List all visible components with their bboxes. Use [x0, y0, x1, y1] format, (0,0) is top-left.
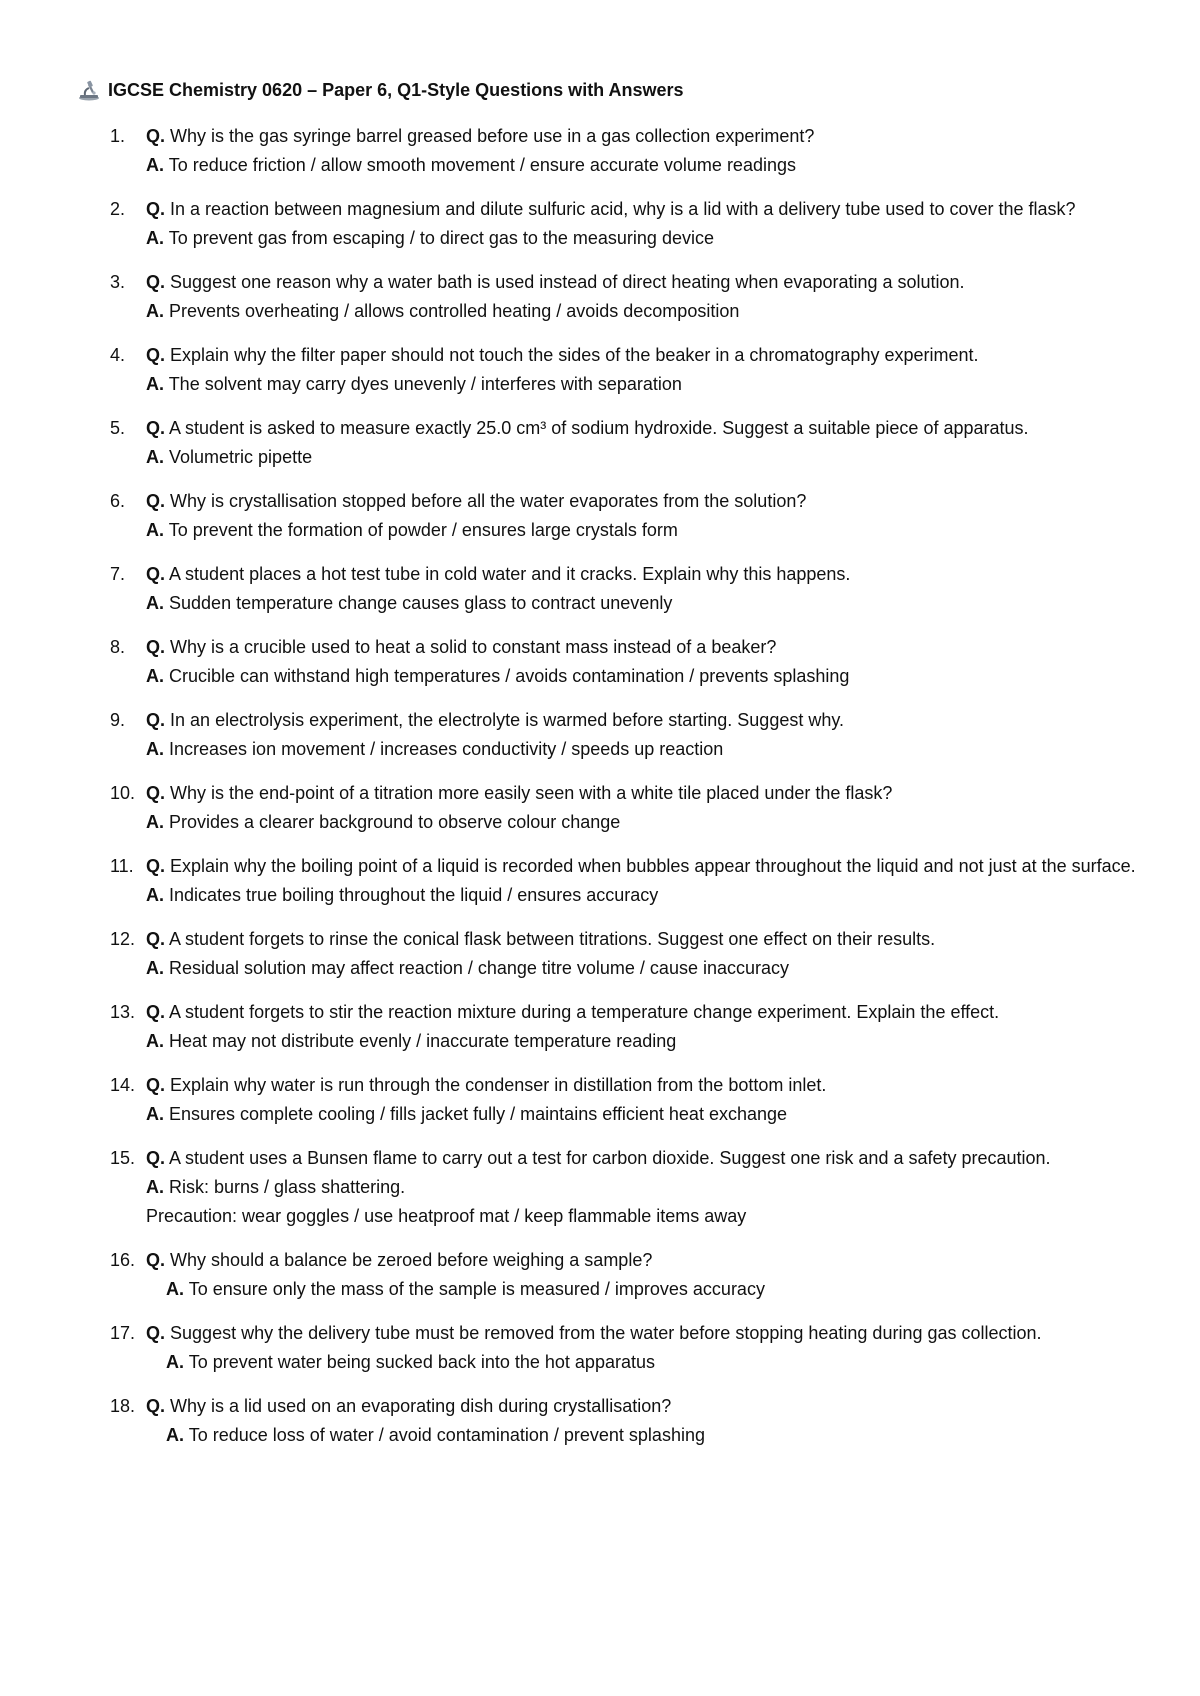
question-tag: Q.	[146, 783, 166, 803]
answer-tag: A.	[146, 666, 164, 686]
list-item	[0, 341, 1200, 399]
question-text: In an electrolysis experiment, the electrolyte is warmed before starting. Suggest why.	[170, 710, 845, 730]
answer-line	[146, 370, 1136, 399]
question-line	[146, 998, 1136, 1027]
item-body	[146, 487, 1136, 545]
list-item	[0, 1144, 1200, 1231]
question-text: A student places a hot test tube in cold water and it cracks. Explain why this happens.	[169, 564, 851, 584]
answer-text: To prevent gas from escaping / to direct gas to the measuring device	[168, 228, 714, 248]
question-line	[146, 487, 1136, 516]
list-item	[0, 779, 1200, 837]
question-tag: Q.	[146, 272, 166, 292]
answer-tag: A.	[146, 155, 164, 175]
item-number: 18.	[110, 1396, 136, 1416]
item-body	[146, 560, 1136, 618]
question-list	[0, 122, 1200, 1465]
question-tag: Q.	[146, 1148, 166, 1168]
answer-line	[146, 954, 1136, 983]
item-number: 1.	[110, 126, 126, 146]
answer-tag: A.	[146, 447, 164, 467]
answer-tag: A.	[146, 958, 164, 978]
list-item	[0, 268, 1200, 326]
question-text: Why should a balance be zeroed before weighing a sample?	[170, 1250, 653, 1270]
list-item	[0, 122, 1200, 180]
item-body	[146, 1319, 1136, 1377]
answer-tag: A.	[166, 1352, 184, 1372]
item-body	[146, 195, 1136, 253]
answer-line	[146, 224, 1136, 253]
list-item	[0, 560, 1200, 618]
answer-line	[146, 1100, 1136, 1129]
item-number: 11.	[110, 856, 134, 876]
question-line	[146, 1246, 1136, 1275]
question-line	[146, 195, 1136, 224]
question-tag: Q.	[146, 1002, 166, 1022]
item-number: 6.	[110, 491, 126, 511]
question-line	[146, 706, 1136, 735]
question-line	[146, 341, 1136, 370]
question-line	[146, 122, 1136, 151]
question-text: A student uses a Bunsen flame to carry out a test for carbon dioxide. Suggest one risk and a safety precaution.	[169, 1148, 1051, 1168]
answer-line	[146, 881, 1136, 910]
question-line	[146, 925, 1136, 954]
item-body	[146, 633, 1136, 691]
question-line	[146, 633, 1136, 662]
answer-tag: A.	[146, 1177, 164, 1197]
item-body	[146, 341, 1136, 399]
question-tag: Q.	[146, 637, 166, 657]
answer-tag: A.	[146, 593, 164, 613]
question-text: Why is the end-point of a titration more easily seen with a white tile placed under the flask?	[170, 783, 893, 803]
question-text: Explain why the boiling point of a liquid is recorded when bubbles appear throughout the liquid and not just at the surface.	[170, 856, 1136, 876]
list-item	[0, 414, 1200, 472]
answer-text: To ensure only the mass of the sample is measured / improves accuracy	[188, 1279, 765, 1299]
question-text: Explain why water is run through the condenser in distillation from the bottom inlet.	[170, 1075, 827, 1095]
question-line	[146, 1392, 1136, 1421]
list-item	[0, 706, 1200, 764]
question-line	[146, 779, 1136, 808]
answer-text: Increases ion movement / increases conductivity / speeds up reaction	[169, 739, 724, 759]
answer-text: Heat may not distribute evenly / inaccurate temperature reading	[169, 1031, 677, 1051]
list-item	[0, 195, 1200, 253]
answer-text: Ensures complete cooling / fills jacket fully / maintains efficient heat exchange	[169, 1104, 788, 1124]
answer-tag: A.	[166, 1425, 184, 1445]
list-item	[0, 925, 1200, 983]
item-number: 8.	[110, 637, 126, 657]
answer-line	[146, 443, 1136, 472]
answer-extra-line: Precaution: wear goggles / use heatproof mat / keep flammable items away	[146, 1206, 747, 1226]
question-tag: Q.	[146, 1396, 166, 1416]
microscope-icon	[76, 79, 102, 101]
question-tag: Q.	[146, 564, 166, 584]
item-number: 16.	[110, 1250, 136, 1270]
question-line	[146, 414, 1136, 443]
answer-line	[146, 1421, 1136, 1450]
answer-tag: A.	[146, 885, 164, 905]
answer-line	[146, 808, 1136, 837]
question-tag: Q.	[146, 710, 166, 730]
item-number: 9.	[110, 710, 126, 730]
answer-text: Crucible can withstand high temperatures / avoids contamination / prevents splashing	[169, 666, 850, 686]
list-item	[0, 1246, 1200, 1304]
question-tag: Q.	[146, 1323, 166, 1343]
question-text: Explain why the filter paper should not touch the sides of the beaker in a chromatography experiment.	[170, 345, 979, 365]
answer-line	[146, 662, 1136, 691]
list-item	[0, 1071, 1200, 1129]
item-body	[146, 925, 1136, 983]
answer-line	[146, 1348, 1136, 1377]
item-number: 14.	[110, 1075, 136, 1095]
item-number: 15.	[110, 1148, 136, 1168]
item-body	[146, 414, 1136, 472]
item-number: 12.	[110, 929, 136, 949]
question-line	[146, 560, 1136, 589]
question-text: Why is crystallisation stopped before all the water evaporates from the solution?	[170, 491, 807, 511]
answer-line	[146, 1275, 1136, 1304]
question-tag: Q.	[146, 199, 166, 219]
answer-text: The solvent may carry dyes unevenly / interferes with separation	[168, 374, 682, 394]
item-number: 5.	[110, 418, 126, 438]
question-line	[146, 852, 1136, 881]
answer-line	[146, 1027, 1136, 1056]
list-item	[0, 852, 1200, 910]
answer-line	[146, 297, 1136, 326]
answer-text: Volumetric pipette	[169, 447, 313, 467]
item-body	[146, 779, 1136, 837]
question-line	[146, 1071, 1136, 1100]
answer-text: Prevents overheating / allows controlled heating / avoids decomposition	[169, 301, 740, 321]
answer-tag: A.	[146, 374, 164, 394]
question-text: In a reaction between magnesium and dilute sulfuric acid, why is a lid with a delivery tube used to cover the flask?	[170, 199, 1076, 219]
question-line	[146, 1319, 1136, 1348]
answer-tag: A.	[146, 1104, 164, 1124]
item-body	[146, 1144, 1136, 1231]
item-number: 10.	[110, 783, 136, 803]
list-item	[0, 1319, 1200, 1377]
item-number: 7.	[110, 564, 126, 584]
question-text: A student forgets to rinse the conical flask between titrations. Suggest one effect on their results.	[169, 929, 936, 949]
question-text: Suggest one reason why a water bath is used instead of direct heating when evaporating a solution.	[170, 272, 965, 292]
item-body	[146, 1246, 1136, 1304]
question-line	[146, 1144, 1136, 1173]
list-item	[0, 487, 1200, 545]
answer-line	[146, 735, 1136, 764]
answer-text: Indicates true boiling throughout the liquid / ensures accuracy	[169, 885, 659, 905]
item-body	[146, 706, 1136, 764]
question-text: Why is the gas syringe barrel greased before use in a gas collection experiment?	[170, 126, 815, 146]
title-row	[76, 78, 684, 102]
question-text: A student forgets to stir the reaction mixture during a temperature change experiment. Explain the effect.	[169, 1002, 1000, 1022]
list-item	[0, 998, 1200, 1056]
answer-text: Residual solution may affect reaction / change titre volume / cause inaccuracy	[169, 958, 790, 978]
answer-tag: A.	[146, 812, 164, 832]
question-tag: Q.	[146, 418, 166, 438]
page-title: IGCSE Chemistry 0620 – Paper 6, Q1-Style Questions with Answers	[108, 79, 684, 100]
question-text: A student is asked to measure exactly 25.0 cm³ of sodium hydroxide. Suggest a suitable piece of apparatus.	[169, 418, 1029, 438]
answer-text: To reduce friction / allow smooth movement / ensure accurate volume readings	[168, 155, 796, 175]
item-number: 4.	[110, 345, 126, 365]
item-body	[146, 268, 1136, 326]
answer-tag: A.	[146, 739, 164, 759]
question-tag: Q.	[146, 345, 166, 365]
answer-line	[146, 1173, 1136, 1202]
item-number: 2.	[110, 199, 126, 219]
answer-tag: A.	[146, 228, 164, 248]
question-tag: Q.	[146, 126, 166, 146]
answer-line	[146, 516, 1136, 545]
question-tag: Q.	[146, 1075, 166, 1095]
answer-line	[146, 589, 1136, 618]
item-body	[146, 852, 1136, 910]
question-text: Why is a lid used on an evaporating dish during crystallisation?	[170, 1396, 672, 1416]
answer-text: To reduce loss of water / avoid contamination / prevent splashing	[188, 1425, 705, 1445]
list-item	[0, 1392, 1200, 1450]
question-tag: Q.	[146, 929, 166, 949]
answer-text: To prevent water being sucked back into the hot apparatus	[188, 1352, 655, 1372]
answer-text: Provides a clearer background to observe colour change	[169, 812, 621, 832]
item-number: 3.	[110, 272, 126, 292]
question-tag: Q.	[146, 1250, 166, 1270]
item-body	[146, 122, 1136, 180]
answer-text: Sudden temperature change causes glass to contract unevenly	[169, 593, 673, 613]
item-body	[146, 1071, 1136, 1129]
answer-tag: A.	[166, 1279, 184, 1299]
list-item	[0, 633, 1200, 691]
item-number: 13.	[110, 1002, 136, 1022]
question-line	[146, 268, 1136, 297]
item-number: 17.	[110, 1323, 136, 1343]
item-body	[146, 998, 1136, 1056]
answer-text: To prevent the formation of powder / ensures large crystals form	[168, 520, 678, 540]
answer-tag: A.	[146, 301, 164, 321]
question-text: Suggest why the delivery tube must be removed from the water before stopping heating during gas collection.	[170, 1323, 1042, 1343]
question-tag: Q.	[146, 856, 166, 876]
answer-tag: A.	[146, 1031, 164, 1051]
answer-text: Risk: burns / glass shattering.	[169, 1177, 406, 1197]
question-tag: Q.	[146, 491, 166, 511]
answer-tag: A.	[146, 520, 164, 540]
question-text: Why is a crucible used to heat a solid to constant mass instead of a beaker?	[170, 637, 777, 657]
answer-line	[146, 151, 1136, 180]
item-body	[146, 1392, 1136, 1450]
